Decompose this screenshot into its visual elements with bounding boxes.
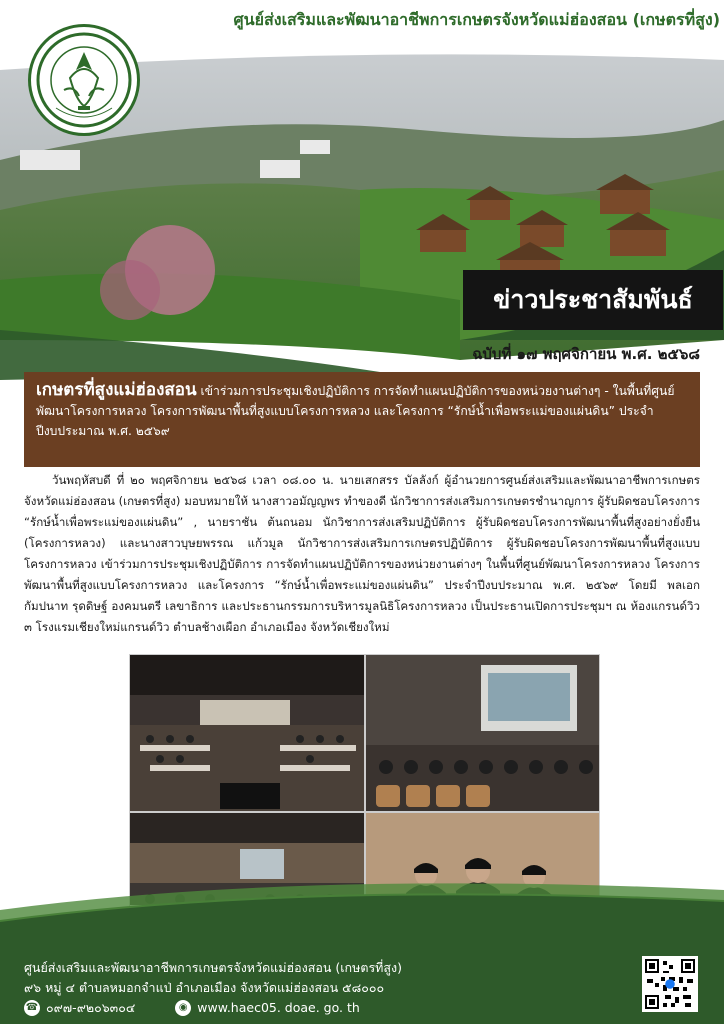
phone-icon: ☎ (24, 1000, 40, 1016)
footer-website[interactable]: www.haec05. doae. go. th (197, 1000, 360, 1015)
department-logo (28, 24, 140, 136)
issue-number: ฉบับที่ ๑๗ พฤศจิกายน พ.ศ. ๒๕๖๘ (472, 345, 700, 363)
footer-phone: ๐๙๗-๙๒๐๖๓๐๔ (46, 1000, 136, 1015)
press-release-label: ข่าวประชาสัมพันธ์ (463, 270, 723, 330)
meeting-photo-1 (129, 654, 365, 812)
footer-org-name: ศูนย์ส่งเสริมและพัฒนาอาชีพการเกษตรจังหวัดแม่ฮ่องสอน (เกษตรที่สูง) (24, 960, 403, 975)
qr-code-icon (645, 959, 695, 1009)
footer-contact (24, 958, 402, 1018)
headline-text: เข้าร่วมการประชุมเชิงปฏิบัติการ การจัดทำแผนปฏิบัติการของหน่วยงานต่างๆ - ในพื้นที่ศูนย์พัฒนาโครงการหลวง โครงการพัฒนาพื้นที่สูงแบบโครงการหลวง และโครงการ “รักษ์น้ำเพื่อพระแม่ของแผ่นดิน” ประจำปีงบประมาณ พ.ศ. ๒๕๖๙ (36, 384, 675, 438)
body-paragraph: วันพฤหัสบดี ที่ ๒๐ พฤศจิกายน ๒๕๖๘ เวลา ๐๘.๐๐ น. นายเสกสรร บัลลังก์ ผู้อำนวยการศูนย์ส่งเสริมและพัฒนาอาชีพการเกษตรจังหวัดแม่ฮ่องสอน (เกษตรที่สูง) มอบหมายให้ นางสาวอมัญญพร ทำของดี นักวิชาการส่งเสริมการเกษตรชำนาญการ ผู้รับผิดชอบโครงการ “รักษ์น้ำเพื่อพระแม่ของแผ่นดิน” , นายราชัน ต้นถนอม นักวิชาการส่งเสริมปฏิบัติการ ผู้รับผิดชอบโครงการพัฒนาพื้นที่สูงอย่างยั่งยืน (โครงการหลวง) และนางสาวบุษยพรรณ แก้วมูล นักวิชาการส่งเสริมการเกษตรปฏิบัติการ ผู้รับผิดชอบโครงการพัฒนาพื้นที่สูงแบบโครงการหลวง เข้าร่วมการประชุมเชิงปฏิบัติการ การจัดทำแผนปฏิบัติการของหน่วยงานต่างๆ ในพื้นที่ศูนย์พัฒนาโครงการหลวง โครงการพัฒนาพื้นที่สูงแบบโครงการหลวง และโครงการ “รักษ์น้ำเพื่อพระแม่ของแผ่นดิน” ประจำปีงบประมาณ พ.ศ. ๒๕๖๙ โดยมี พลเอก กัมปนาท รุดดิษฐ์ องคมนตรี เลขาธิการ และประธานกรรมการบริหารมูลนิธิโครงการหลวง เป็นประธานเปิดการประชุมฯ ณ ห้องแกรนด์วิว ๓ โรงแรมเชียงใหม่แกรนด์วิว ตำบลช้างเผือก อำเภอเมือง จังหวัดเชียงใหม่ (24, 473, 700, 634)
header-title: ศูนย์ส่งเสริมและพัฒนาอาชีพการเกษตรจังหวัดแม่ฮ่องสอน (เกษตรที่สูง) (233, 10, 720, 29)
qr-code[interactable] (642, 956, 698, 1012)
agriculture-seal-icon (34, 30, 134, 130)
footer-address: ๙๖ หมู่ ๔ ตำบลหมอกจำแป่ อำเภอเมือง จังหวัดแม่ฮ่องสอน ๕๘๐๐๐ (24, 980, 385, 995)
headline-lead: เกษตรที่สูงแม่ฮ่องสอน (36, 380, 197, 400)
headline-box (24, 372, 700, 467)
meeting-photo-2 (365, 654, 600, 812)
globe-icon: ◉ (175, 1000, 191, 1016)
